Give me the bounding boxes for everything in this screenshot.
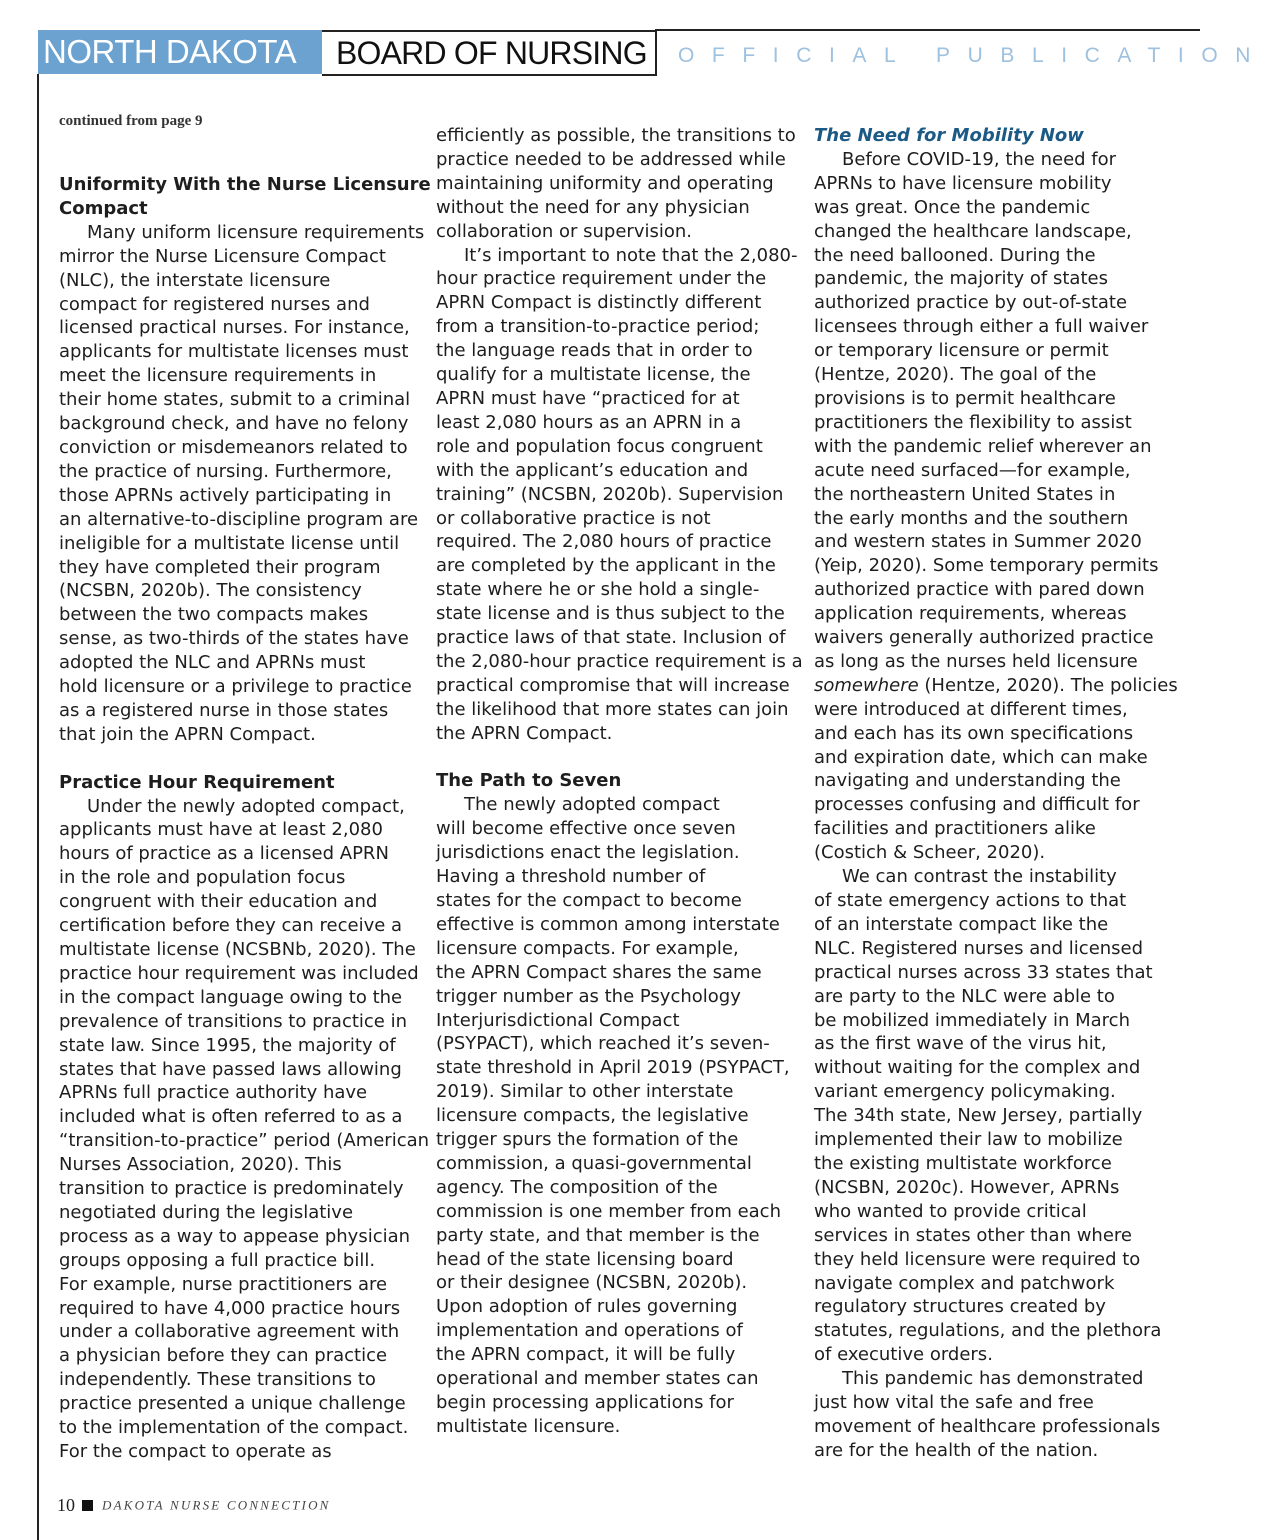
- text-line: groups opposing a full practice bill.: [59, 1249, 376, 1271]
- left-margin-rule: [37, 74, 39, 1540]
- column-2: [436, 124, 803, 1439]
- text-line: are for the health of the nation.: [814, 1439, 1099, 1461]
- text-line: jurisdictions enact the legislation.: [436, 842, 740, 864]
- square-bullet-icon: [82, 1500, 93, 1511]
- text-line: the practice of nursing. Furthermore,: [59, 460, 392, 482]
- text-line: states for the compact to become: [436, 889, 742, 911]
- text-line: operational and member states can: [436, 1368, 759, 1390]
- text-line: congruent with their education and: [59, 891, 378, 913]
- text-line: authorized practice with pared down: [814, 579, 1145, 601]
- text-line: multistate license (NCSBNb, 2020). The: [59, 938, 416, 960]
- text-line: state threshold in April 2019 (PSYPACT,: [436, 1057, 790, 1079]
- text-line: Before COVID-19, the need for: [842, 148, 1117, 170]
- text-line: regulatory structures created by: [814, 1296, 1106, 1318]
- text-line: under a collaborative agreement with: [59, 1321, 400, 1343]
- text-line: authorized practice by out-of-state: [814, 292, 1128, 314]
- text-line: will become effective once seven: [436, 818, 736, 840]
- section-heading: The Need for Mobility Now: [814, 125, 1084, 146]
- text-line: For example, nurse practitioners are: [59, 1273, 388, 1295]
- text-line: the northeastern United States in: [814, 483, 1116, 505]
- text-line: Upon adoption of rules governing: [436, 1296, 738, 1318]
- section-heading-cont: Compact: [59, 197, 148, 219]
- text-line: licensees through either a full waiver: [814, 316, 1149, 338]
- text-line: maintaining uniformity and operating: [436, 172, 774, 194]
- text-line: state license and is thus subject to the: [436, 603, 785, 625]
- text-line: training” (NCSBN, 2020b). Supervision: [436, 483, 784, 505]
- text-line: of state emergency actions to that: [814, 890, 1127, 911]
- text-line: hour practice requirement under the: [436, 268, 767, 290]
- text-line: between the two compacts makes: [59, 604, 369, 626]
- text-line: be mobilized immediately in March: [814, 1009, 1130, 1031]
- text-line: they have completed their program: [59, 556, 381, 578]
- text-line: independently. These transitions to: [59, 1369, 376, 1391]
- text-line: the APRN compact, it will be fully: [436, 1344, 736, 1366]
- text-line: applicants for multistate licenses must: [59, 341, 409, 363]
- text-line: begin processing applications for: [436, 1392, 734, 1414]
- text-line: effective is common among interstate: [436, 913, 780, 935]
- text-line: from a transition-to-practice period;: [436, 316, 760, 338]
- text-line: states that have passed laws allowing: [59, 1058, 402, 1080]
- header-rule: [655, 29, 1200, 31]
- text-line: of an interstate compact like the: [814, 913, 1109, 935]
- text-line: ineligible for a multistate license until: [59, 532, 400, 554]
- text-line: services in states other than where: [814, 1224, 1132, 1246]
- text-line: processes confusing and difficult for: [814, 794, 1140, 816]
- text-line: are party to the NLC were able to: [814, 985, 1115, 1007]
- text-line: and western states in Summer 2020: [814, 531, 1142, 553]
- text-line: negotiated during the legislative: [59, 1201, 354, 1223]
- text-line: conviction or misdemeanors related to: [59, 436, 408, 458]
- text-line: was great. Once the pandemic: [814, 196, 1091, 218]
- text-line: or temporary licensure or permit: [814, 340, 1109, 362]
- text-line: variant emergency policymaking.: [814, 1081, 1116, 1103]
- text-line: practical compromise that will increase: [436, 674, 790, 696]
- text-line: APRN must have “practiced for at: [436, 387, 740, 409]
- text-line: without the need for any physician: [436, 196, 750, 218]
- text-line: 2019). Similar to other interstate: [436, 1081, 734, 1103]
- text-line: as the first wave of the virus hit,: [814, 1033, 1107, 1055]
- text-line: of executive orders.: [814, 1344, 993, 1366]
- text-line: licensure compacts. For example,: [436, 937, 739, 959]
- text-line: prevalence of transitions to practice in: [59, 1010, 407, 1032]
- continued-note: continued from page 9: [59, 113, 203, 129]
- text-line: or their designee (NCSBN, 2020b).: [436, 1272, 748, 1294]
- text-line: trigger number as the Psychology: [436, 985, 741, 1007]
- state-banner: NORTH DAKOTA: [38, 30, 322, 74]
- text-line: facilities and practitioners alike: [814, 818, 1096, 840]
- text-line: with the pandemic relief wherever an: [814, 435, 1152, 457]
- text-line: (NCSBN, 2020b). The consistency: [59, 580, 362, 602]
- page-number: 10: [57, 1495, 75, 1515]
- text-line: with the applicant’s education and: [436, 459, 749, 481]
- text-line: efficiently as possible, the transitions to: [436, 125, 796, 146]
- text-line: application requirements, whereas: [814, 603, 1127, 625]
- text-line: required to have 4,000 practice hours: [59, 1297, 401, 1319]
- text-line: the language reads that in order to: [436, 340, 753, 362]
- text-line: who wanted to provide critical: [814, 1200, 1087, 1222]
- text-line: that join the APRN Compact.: [59, 723, 316, 745]
- section-heading: Practice Hour Requirement: [59, 771, 335, 793]
- section-heading: The Path to Seven: [436, 770, 622, 792]
- text-line: implementation and operations of: [436, 1320, 743, 1342]
- text-line: and each has its own specifications: [814, 722, 1134, 744]
- text-line: a physician before they can practice: [59, 1345, 388, 1367]
- page-footer: [57, 1495, 331, 1515]
- text-line: waivers generally authorized practice: [814, 627, 1154, 649]
- text-line: state law. Since 1995, the majority of: [59, 1034, 396, 1056]
- paragraph-lines-2: [59, 795, 430, 1464]
- text-line: certification before they can receive a: [59, 915, 403, 937]
- text-line: The 34th state, New Jersey, partially: [814, 1105, 1143, 1127]
- text-line-rest: (Hentze, 2020). The policies: [918, 674, 1178, 696]
- text-line: adopted the NLC and APRNs must: [59, 652, 366, 674]
- column-3: [814, 124, 1184, 1463]
- text-line: movement of healthcare professionals: [814, 1415, 1161, 1437]
- text-line: changed the healthcare landscape,: [814, 220, 1132, 242]
- text-line: acute need surfaced—for example,: [814, 459, 1131, 481]
- text-line: the APRN Compact shares the same: [436, 961, 762, 983]
- text-line: practice presented a unique challenge: [59, 1393, 406, 1415]
- text-line: an alternative-to-discipline program are: [59, 508, 419, 530]
- text-line: practice needed to be addressed while: [436, 148, 786, 170]
- text-line: in the compact language owing to the: [59, 986, 403, 1008]
- text-line: the APRN Compact.: [436, 722, 613, 744]
- text-line: Having a threshold number of: [436, 866, 706, 888]
- text-line: NLC. Registered nurses and licensed: [814, 937, 1144, 959]
- text-line: (Yeip, 2020). Some temporary permits: [814, 555, 1159, 577]
- text-line: We can contrast the instability: [842, 866, 1117, 888]
- text-line: they held licensure were required to: [814, 1248, 1141, 1270]
- text-line: [814, 674, 1184, 698]
- text-line: or collaborative practice is not: [436, 507, 711, 529]
- text-line: provisions is to permit healthcare: [814, 387, 1116, 409]
- text-line: (Hentze, 2020). The goal of the: [814, 364, 1097, 386]
- text-line: practice hour requirement was included: [59, 962, 419, 984]
- text-line: party state, and that member is the: [436, 1224, 760, 1246]
- text-line: navigate complex and patchwork: [814, 1272, 1115, 1294]
- text-line: qualify for a multistate license, the: [436, 364, 751, 386]
- text-line: Interjurisdictional Compact: [436, 1009, 680, 1031]
- text-line: required. The 2,080 hours of practice: [436, 531, 772, 553]
- text-line: APRN Compact is distinctly different: [436, 292, 762, 314]
- text-line: as a registered nurse in those states: [59, 699, 389, 721]
- text-line: APRNs to have licensure mobility: [814, 172, 1112, 194]
- text-line: meet the licensure requirements in: [59, 365, 377, 387]
- text-line: their home states, submit to a criminal: [59, 389, 411, 411]
- magazine-title: DAKOTA NURSE CONNECTION: [102, 1497, 331, 1513]
- text-line: commission, a quasi-governmental: [436, 1152, 752, 1174]
- text-line: commission is one member from each: [436, 1200, 781, 1222]
- text-line: (PSYPACT), which reached it’s seven-: [436, 1033, 770, 1055]
- emphasis: somewhere: [814, 674, 919, 696]
- text-line: hours of practice as a licensed APRN: [59, 843, 389, 865]
- text-line: transition to practice is predominately: [59, 1178, 404, 1200]
- text-line: mirror the Nurse Licensure Compact: [59, 245, 386, 267]
- paragraph-lines-1: [436, 124, 803, 746]
- text-line: APRNs full practice authority have: [59, 1082, 368, 1104]
- text-line: This pandemic has demonstrated: [842, 1368, 1144, 1390]
- text-line: head of the state licensing board: [436, 1248, 734, 1270]
- paragraph-lines-1: [814, 148, 1184, 674]
- paragraph-lines-2: [436, 793, 796, 1438]
- text-line: and expiration date, which can make: [814, 746, 1148, 768]
- text-line: role and population focus congruent: [436, 435, 763, 457]
- text-line: the existing multistate workforce: [814, 1152, 1112, 1174]
- text-line: trigger spurs the formation of the: [436, 1129, 739, 1151]
- text-line: implemented their law to mobilize: [814, 1129, 1123, 1151]
- text-line: to the implementation of the compact.: [59, 1417, 409, 1439]
- text-line: in the role and population focus: [59, 867, 346, 889]
- text-line: were introduced at different times,: [814, 698, 1128, 720]
- text-line: “transition-to-practice” period (American: [59, 1130, 430, 1152]
- text-line: Nurses Association, 2020). This: [59, 1154, 342, 1176]
- text-line: the likelihood that more states can join: [436, 698, 789, 720]
- text-line: Under the newly adopted compact,: [87, 795, 405, 817]
- publication-tagline: OFFICIAL PUBLICATION: [678, 44, 1268, 67]
- text-line: agency. The composition of the: [436, 1176, 718, 1198]
- text-line: collaboration or supervision.: [436, 220, 693, 242]
- text-line: process as a way to appease physician: [59, 1225, 411, 1247]
- text-line: The newly adopted compact: [464, 794, 720, 816]
- text-line: those APRNs actively participating in: [59, 484, 392, 506]
- text-line: least 2,080 hours as an APRN in a: [436, 411, 742, 433]
- text-line: multistate licensure.: [436, 1415, 621, 1437]
- text-line: practical nurses across 33 states that: [814, 961, 1153, 983]
- text-line: (NCSBN, 2020c). However, APRNs: [814, 1176, 1120, 1198]
- text-line: included what is often referred to as a: [59, 1106, 403, 1128]
- text-line: navigating and understanding the: [814, 770, 1121, 792]
- board-banner: BOARD OF NURSING: [322, 30, 657, 76]
- text-line: practitioners the flexibility to assist: [814, 411, 1132, 433]
- text-line: practice laws of that state. Inclusion of: [436, 627, 786, 649]
- paragraph-lines-1: [59, 221, 425, 747]
- section-heading: Uniformity With the Nurse Licensure: [59, 174, 431, 195]
- text-line: It’s important to note that the 2,080-: [464, 244, 798, 266]
- text-line: compact for registered nurses and: [59, 293, 370, 315]
- text-line: are completed by the applicant in the: [436, 555, 776, 577]
- paragraph-lines-2: [814, 698, 1184, 1463]
- text-line: (Costich & Scheer, 2020).: [814, 842, 1046, 864]
- text-line: applicants must have at least 2,080: [59, 819, 383, 841]
- text-line: licensed practical nurses. For instance,: [59, 317, 410, 339]
- text-line: background check, and have no felony: [59, 413, 409, 435]
- text-line: For the compact to operate as: [59, 1441, 332, 1463]
- text-line: licensure compacts, the legislative: [436, 1105, 749, 1127]
- text-line: without waiting for the complex and: [814, 1057, 1141, 1079]
- text-line: hold licensure or a privilege to practice: [59, 676, 412, 698]
- text-line: the 2,080-hour practice requirement is a: [436, 650, 803, 672]
- text-line: the early months and the southern: [814, 507, 1129, 529]
- text-line: pandemic, the majority of states: [814, 268, 1108, 290]
- text-line: statutes, regulations, and the plethora: [814, 1320, 1162, 1342]
- column-1: [59, 173, 431, 1464]
- text-line: state where he or she hold a single-: [436, 579, 760, 601]
- text-line: sense, as two-thirds of the states have: [59, 628, 409, 650]
- text-line: the need ballooned. During the: [814, 244, 1096, 266]
- text-line: Many uniform licensure requirements: [87, 221, 425, 243]
- text-line: (NLC), the interstate licensure: [59, 269, 331, 291]
- text-line: as long as the nurses held licensure: [814, 650, 1138, 672]
- text-line: just how vital the safe and free: [814, 1392, 1094, 1414]
